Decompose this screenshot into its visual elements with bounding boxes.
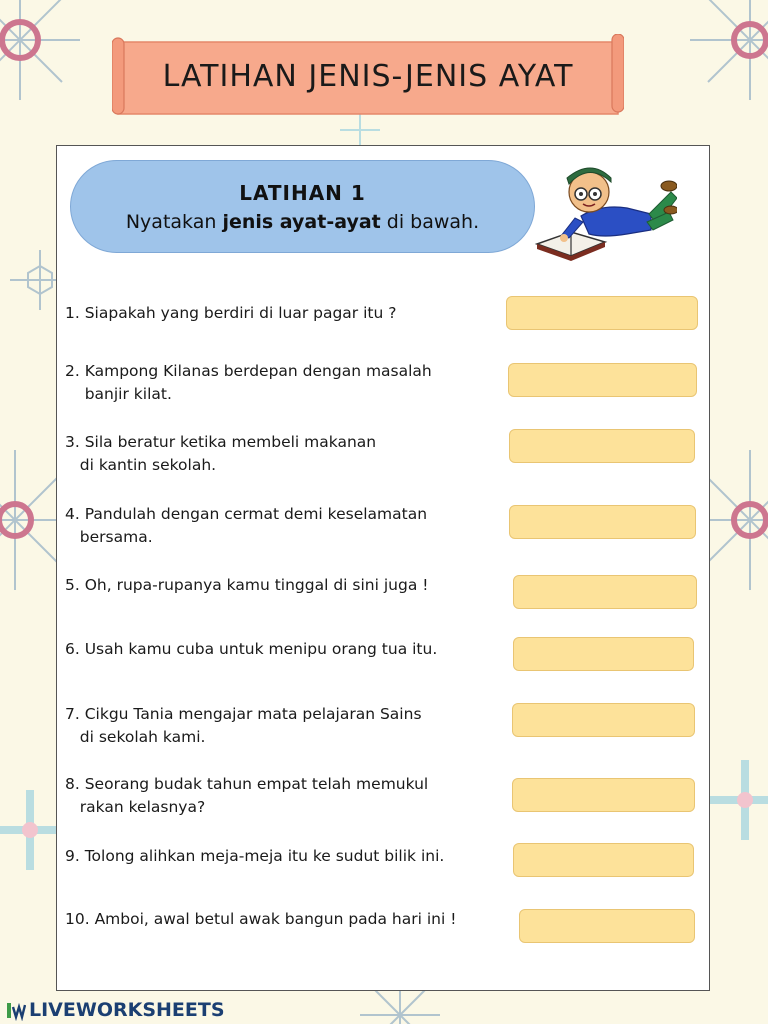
answer-input[interactable] (509, 505, 696, 539)
question-text: 6. Usah kamu cuba untuk menipu orang tua itu. (65, 640, 438, 658)
question-text: 2. Kampong Kilanas berdepan dengan masalah banjir kilat. (65, 362, 432, 403)
footer-brand-text: LIVEWORKSHEETS (29, 999, 225, 1021)
footer-brand (4, 998, 225, 1022)
answer-input[interactable] (513, 575, 697, 609)
question-text: 10. Amboi, awal betul awak bangun pada hari ini ! (65, 910, 457, 928)
instruction-suffix: di bawah. (380, 211, 480, 233)
answer-input[interactable] (509, 429, 695, 463)
liveworksheets-logo-icon (4, 999, 26, 1021)
answer-input[interactable] (508, 363, 697, 397)
question-text: 7. Cikgu Tania mengajar mata pelajaran Sains di sekolah kami. (65, 705, 422, 746)
instruction-bold: jenis ayat-ayat (222, 211, 381, 233)
instruction-prefix: Nyatakan (125, 211, 223, 233)
page-title: LATIHAN JENIS-JENIS AYAT (162, 58, 574, 94)
exercise-header (70, 160, 535, 253)
boy-reading-illustration (531, 152, 677, 266)
answer-input[interactable] (512, 778, 695, 812)
question-text: 3. Sila beratur ketika membeli makanan di kantin sekolah. (65, 433, 377, 474)
question-text: 8. Seorang budak tahun empat telah memukul rakan kelasnya? (65, 775, 429, 816)
answer-input[interactable] (506, 296, 698, 330)
question-text: 5. Oh, rupa-rupanya kamu tinggal di sini juga ! (65, 576, 429, 594)
answer-input[interactable] (512, 703, 695, 737)
exercise-title: LATIHAN 1 (239, 181, 366, 205)
answer-input[interactable] (519, 909, 695, 943)
exercise-instruction (71, 211, 534, 233)
question-text: 1. Siapakah yang berdiri di luar pagar itu ? (65, 304, 397, 322)
title-banner (112, 34, 624, 118)
question-text: 4. Pandulah dengan cermat demi keselamatan bersama. (65, 505, 428, 546)
answer-input[interactable] (513, 637, 694, 671)
question-text: 9. Tolong alihkan meja-meja itu ke sudut bilik ini. (65, 847, 445, 865)
worksheet-panel (56, 145, 710, 991)
answer-input[interactable] (513, 843, 694, 877)
